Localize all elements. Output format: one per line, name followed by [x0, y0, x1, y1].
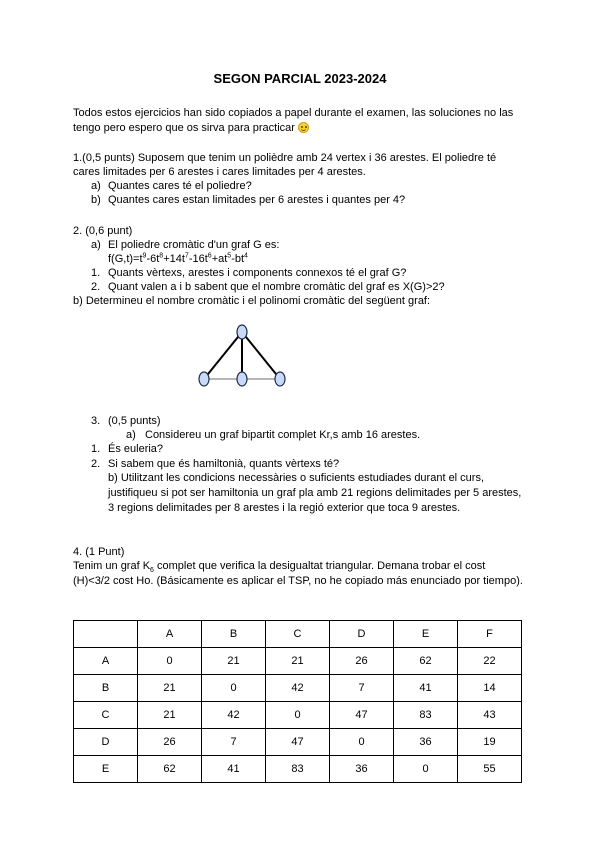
- table-cell: 21: [138, 702, 202, 729]
- table-cell: 62: [138, 756, 202, 783]
- poly-exp-3: 7: [184, 252, 189, 260]
- q4-line-2: (H)<3/2 cost Ho. (Básicamente es aplicar el TSP, no he copiado más enunciado por tiempo).: [73, 575, 523, 587]
- table-cell: 41: [394, 675, 458, 702]
- q2-a-text: El poliedre cromàtic d'un graf G es:: [108, 239, 280, 251]
- q3-item2-label: 2.: [91, 458, 101, 470]
- poly-exp-6: 4: [244, 252, 248, 260]
- poly-term-5: +at: [211, 253, 228, 265]
- table-row: [74, 675, 522, 702]
- table-cell: 36: [394, 729, 458, 756]
- table-header-cell: A: [138, 621, 202, 648]
- table-cell: 42: [266, 675, 330, 702]
- q3-label: 3.: [91, 415, 101, 427]
- table-cell: 0: [330, 729, 394, 756]
- table-cell: 0: [138, 648, 202, 675]
- table-header-cell: C: [266, 621, 330, 648]
- q3-b-line-3: 3 regions delimitades per 8 arestes i la regió exterior que toca 9 arestes.: [108, 502, 461, 514]
- table-header-cell: F: [458, 621, 522, 648]
- graph-edge-top-left: [204, 332, 242, 379]
- q1-a-text: Quantes cares té el poliedre?: [108, 180, 252, 192]
- poly-exp-4: 6: [207, 252, 212, 260]
- q4-line-1-start: Tenim un graf K: [73, 560, 151, 572]
- table-cell: 7: [202, 729, 266, 756]
- table-cell: 19: [458, 729, 522, 756]
- poly-term-1: f(G,t)=t: [108, 253, 143, 265]
- table-cell: 22: [458, 648, 522, 675]
- document-title: SEGON PARCIAL 2023-2024: [213, 71, 387, 86]
- table-cell: 83: [394, 702, 458, 729]
- q1-a-label: a): [91, 180, 101, 192]
- table-row-label: A: [74, 648, 138, 675]
- q3-b-line-2: justifiqueu si pot ser hamiltonia un graf pla amb 21 regions delimitades per 5 arestes,: [108, 487, 522, 499]
- table-cell: 43: [458, 702, 522, 729]
- q2-item1-label: 1.: [91, 267, 101, 279]
- graph-node-top: [237, 325, 247, 339]
- table-cell: 26: [138, 729, 202, 756]
- graph-edge-top-right: [242, 332, 280, 379]
- q3-heading: (0,5 punts): [108, 415, 161, 427]
- q1-line-1: 1.(0,5 punts) Suposem que tenim un polièdre amb 24 vertex i 36 arestes. El poliedre té: [73, 152, 497, 164]
- table-cell: 0: [266, 702, 330, 729]
- poly-term-6: -bt: [231, 253, 245, 265]
- table-cell: 42: [202, 702, 266, 729]
- table-cell: 26: [330, 648, 394, 675]
- poly-exp-5: 5: [227, 252, 232, 260]
- table-header-row: [74, 621, 522, 648]
- table-cell: 0: [394, 756, 458, 783]
- poly-exp-2: 8: [159, 252, 164, 260]
- intro-line-2-text: tengo pero espero que os sirva para practicar: [73, 122, 295, 134]
- table-row: [74, 756, 522, 783]
- graph-node-right: [275, 372, 285, 386]
- q3-a-label: a): [126, 429, 136, 441]
- table-cell: 14: [458, 675, 522, 702]
- table-row: [74, 729, 522, 756]
- q2-item2-text: Quant valen a i b sabent que el nombre cromàtic del graf es X(G)>2?: [108, 281, 445, 293]
- graph-node-middle: [237, 372, 247, 386]
- q4-k6-subscript: 6: [150, 567, 154, 575]
- table-row-label: D: [74, 729, 138, 756]
- poly-term-3: +14t: [163, 253, 185, 265]
- graph-diagram: [190, 318, 290, 390]
- q1-b-text: Quantes cares estan limitades per 6 arestes i quantes per 4?: [108, 194, 406, 206]
- smiley-emoji-icon: [298, 122, 309, 133]
- q1-line-2: cares limitades per 6 arestes i cares limitades per 4 arestes.: [73, 166, 366, 178]
- q2-heading: 2. (0,6 punt): [73, 225, 133, 237]
- table-cell: 7: [330, 675, 394, 702]
- q3-item1-text: És euleria?: [108, 443, 164, 455]
- intro-line-2: [73, 121, 309, 135]
- table-cell: 41: [202, 756, 266, 783]
- table-header-cell: B: [202, 621, 266, 648]
- table-header-cell: D: [330, 621, 394, 648]
- q3-item1-label: 1.: [91, 443, 101, 455]
- poly-exp-1: 9: [142, 252, 147, 260]
- table-cell: 36: [330, 756, 394, 783]
- q2-a-label: a): [91, 239, 101, 251]
- q4-line-1-end: complet que verifica la desigualtat triangular. Demana trobar el cost: [153, 560, 486, 572]
- table-row-label: B: [74, 675, 138, 702]
- q1-b-label: b): [91, 194, 101, 206]
- table-cell: 62: [394, 648, 458, 675]
- table-cell: 21: [266, 648, 330, 675]
- poly-term-2: -6t: [146, 253, 160, 265]
- table-header-cell: E: [394, 621, 458, 648]
- q2-item1-text: Quants vèrtexs, arestes i components connexos té el graf G?: [108, 267, 407, 279]
- table-cell: 0: [202, 675, 266, 702]
- q2-b-text: b) Determineu el nombre cromàtic i el polinomi cromàtic del següent graf:: [73, 295, 431, 307]
- table-cell: 21: [138, 675, 202, 702]
- q4-heading: 4. (1 Punt): [73, 546, 125, 558]
- table-row: [74, 648, 522, 675]
- table-cell: 55: [458, 756, 522, 783]
- table-row: [74, 702, 522, 729]
- q2-item2-label: 2.: [91, 281, 101, 293]
- q3-a-text: Considereu un graf bipartit complet Kr,s amb 16 arestes.: [145, 429, 421, 441]
- poly-term-4: -16t: [188, 253, 208, 265]
- table-row-label: C: [74, 702, 138, 729]
- q3-item2-text: Si sabem que és hamiltonià, quants vèrtexs té?: [108, 458, 340, 470]
- intro-line-1: Todos estos ejercicios han sido copiados a papel durante el examen, las soluciones no las: [73, 107, 514, 119]
- table-cell: 83: [266, 756, 330, 783]
- table-cell: 21: [202, 648, 266, 675]
- table-cell: 47: [330, 702, 394, 729]
- q4-line-1: [73, 559, 485, 573]
- chromatic-polynomial: [108, 252, 248, 266]
- table-row-label: E: [74, 756, 138, 783]
- graph-node-left: [199, 372, 209, 386]
- q3-b-line-1: b) Utilitzant les condicions necessàries o suficients estudiades durant el curs,: [108, 472, 485, 484]
- table-header-cell: [74, 621, 138, 648]
- table-cell: 47: [266, 729, 330, 756]
- distance-table: [73, 620, 522, 783]
